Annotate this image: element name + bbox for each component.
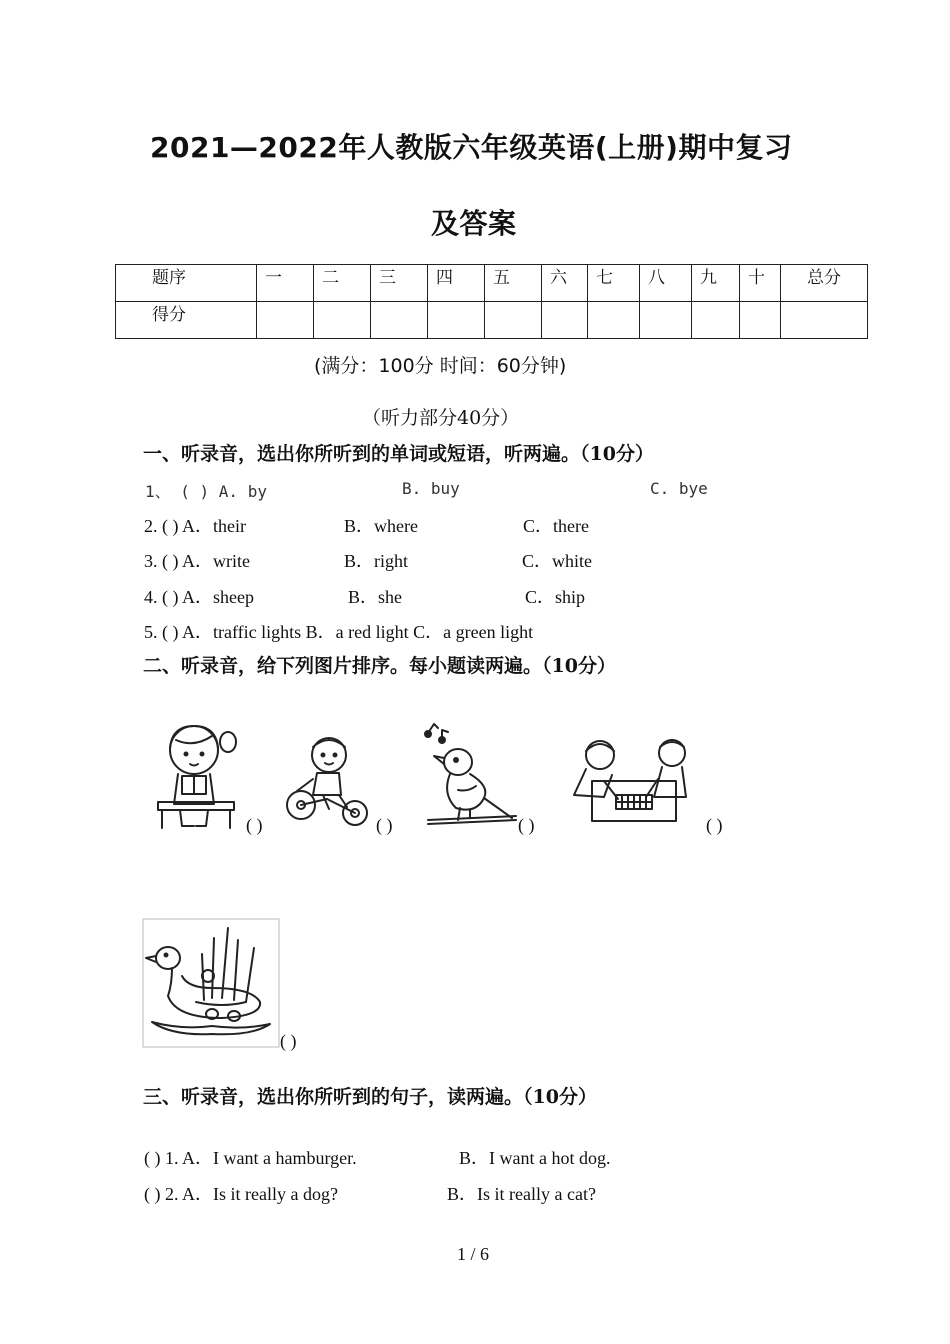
score-cell[interactable]: [542, 302, 588, 339]
s1-q1-b: B. buy: [402, 479, 460, 498]
page-title-line1: 2021—2022年人教版六年级英语(上册)期中复习: [150, 131, 793, 164]
s3-q2-b: B．Is it really a cat?: [447, 1184, 596, 1204]
page-title-line2: 及答案: [431, 207, 517, 240]
score-cell[interactable]: [371, 302, 428, 339]
kids-chess-icon: [564, 735, 704, 827]
s1-q3-a: 3. ( ) A．write: [144, 551, 250, 571]
s3-q2-a: ( ) 2. A．Is it really a dog?: [144, 1184, 338, 1204]
score-cell[interactable]: [314, 302, 371, 339]
s1-q5: 5. ( ) A．traffic lights B．a red light C．a green light: [144, 622, 534, 642]
pic4-answer-blank[interactable]: ( ): [706, 815, 723, 835]
header-cell-9: 九: [692, 265, 740, 302]
pic3-answer-blank[interactable]: ( ): [518, 815, 535, 835]
score-row-label: 得分: [116, 302, 257, 339]
s1-q1-a: 1、 ( ) A. by: [145, 482, 267, 501]
score-cell[interactable]: [740, 302, 781, 339]
boy-tricycle-icon: [283, 733, 375, 831]
girl-reading-icon: [152, 718, 242, 833]
score-cell[interactable]: [588, 302, 640, 339]
score-cell[interactable]: [257, 302, 314, 339]
s1-q2-c: C．there: [523, 516, 589, 536]
score-cell[interactable]: [692, 302, 740, 339]
page-number: 1 / 6: [457, 1244, 490, 1264]
s1-q3-b: B．right: [344, 551, 409, 571]
header-cell-6: 六: [542, 265, 588, 302]
header-cell-8: 八: [640, 265, 692, 302]
header-cell-2: 二: [314, 265, 371, 302]
pic1-answer-blank[interactable]: ( ): [246, 815, 263, 835]
header-cell-total: 总分: [781, 265, 868, 302]
s1-q4-c: C．ship: [525, 587, 586, 607]
s1-q2-a: 2. ( ) A．their: [144, 516, 246, 536]
s3-q1-b: B．I want a hot dog.: [459, 1148, 611, 1168]
pic5-answer-blank[interactable]: ( ): [280, 1031, 297, 1051]
s1-q4-a: 4. ( ) A．sheep: [144, 587, 254, 607]
pic2-answer-blank[interactable]: ( ): [376, 815, 393, 835]
section3-title: 三、听录音，选出你所听到的句子，读两遍。（10分）: [143, 1086, 597, 1108]
s3-q1-a: ( ) 1. A．I want a hamburger.: [144, 1148, 357, 1168]
duck-family-icon: [142, 918, 280, 1048]
s1-q4-b: B．she: [348, 587, 402, 607]
score-cell[interactable]: [640, 302, 692, 339]
score-table-score-row: [116, 302, 868, 339]
s1-q2-b: B．where: [344, 516, 418, 536]
score-cell[interactable]: [428, 302, 485, 339]
section2-title: 二、听录音，给下列图片排序。每小题读两遍。（10分）: [143, 655, 616, 677]
score-info: (满分：100分 时间：60分钟): [314, 355, 567, 377]
s1-q3-c: C．white: [522, 551, 592, 571]
header-cell-7: 七: [588, 265, 640, 302]
score-cell[interactable]: [485, 302, 542, 339]
bird-singing-icon: [420, 720, 520, 832]
header-cell-3: 三: [371, 265, 428, 302]
header-cell-4: 四: [428, 265, 485, 302]
header-cell-10: 十: [740, 265, 781, 302]
s1-q1-c: C. bye: [650, 479, 708, 498]
header-cell-1: 一: [257, 265, 314, 302]
section1-title: 一、听录音，选出你所听到的单词或短语，听两遍。（10分）: [143, 443, 654, 465]
header-cell-5: 五: [485, 265, 542, 302]
score-cell[interactable]: [781, 302, 868, 339]
score-table-header-row: [116, 265, 868, 302]
score-table: [115, 264, 868, 339]
header-cell-order: 题序: [116, 265, 257, 302]
listening-header: （听力部分40分）: [362, 407, 520, 429]
